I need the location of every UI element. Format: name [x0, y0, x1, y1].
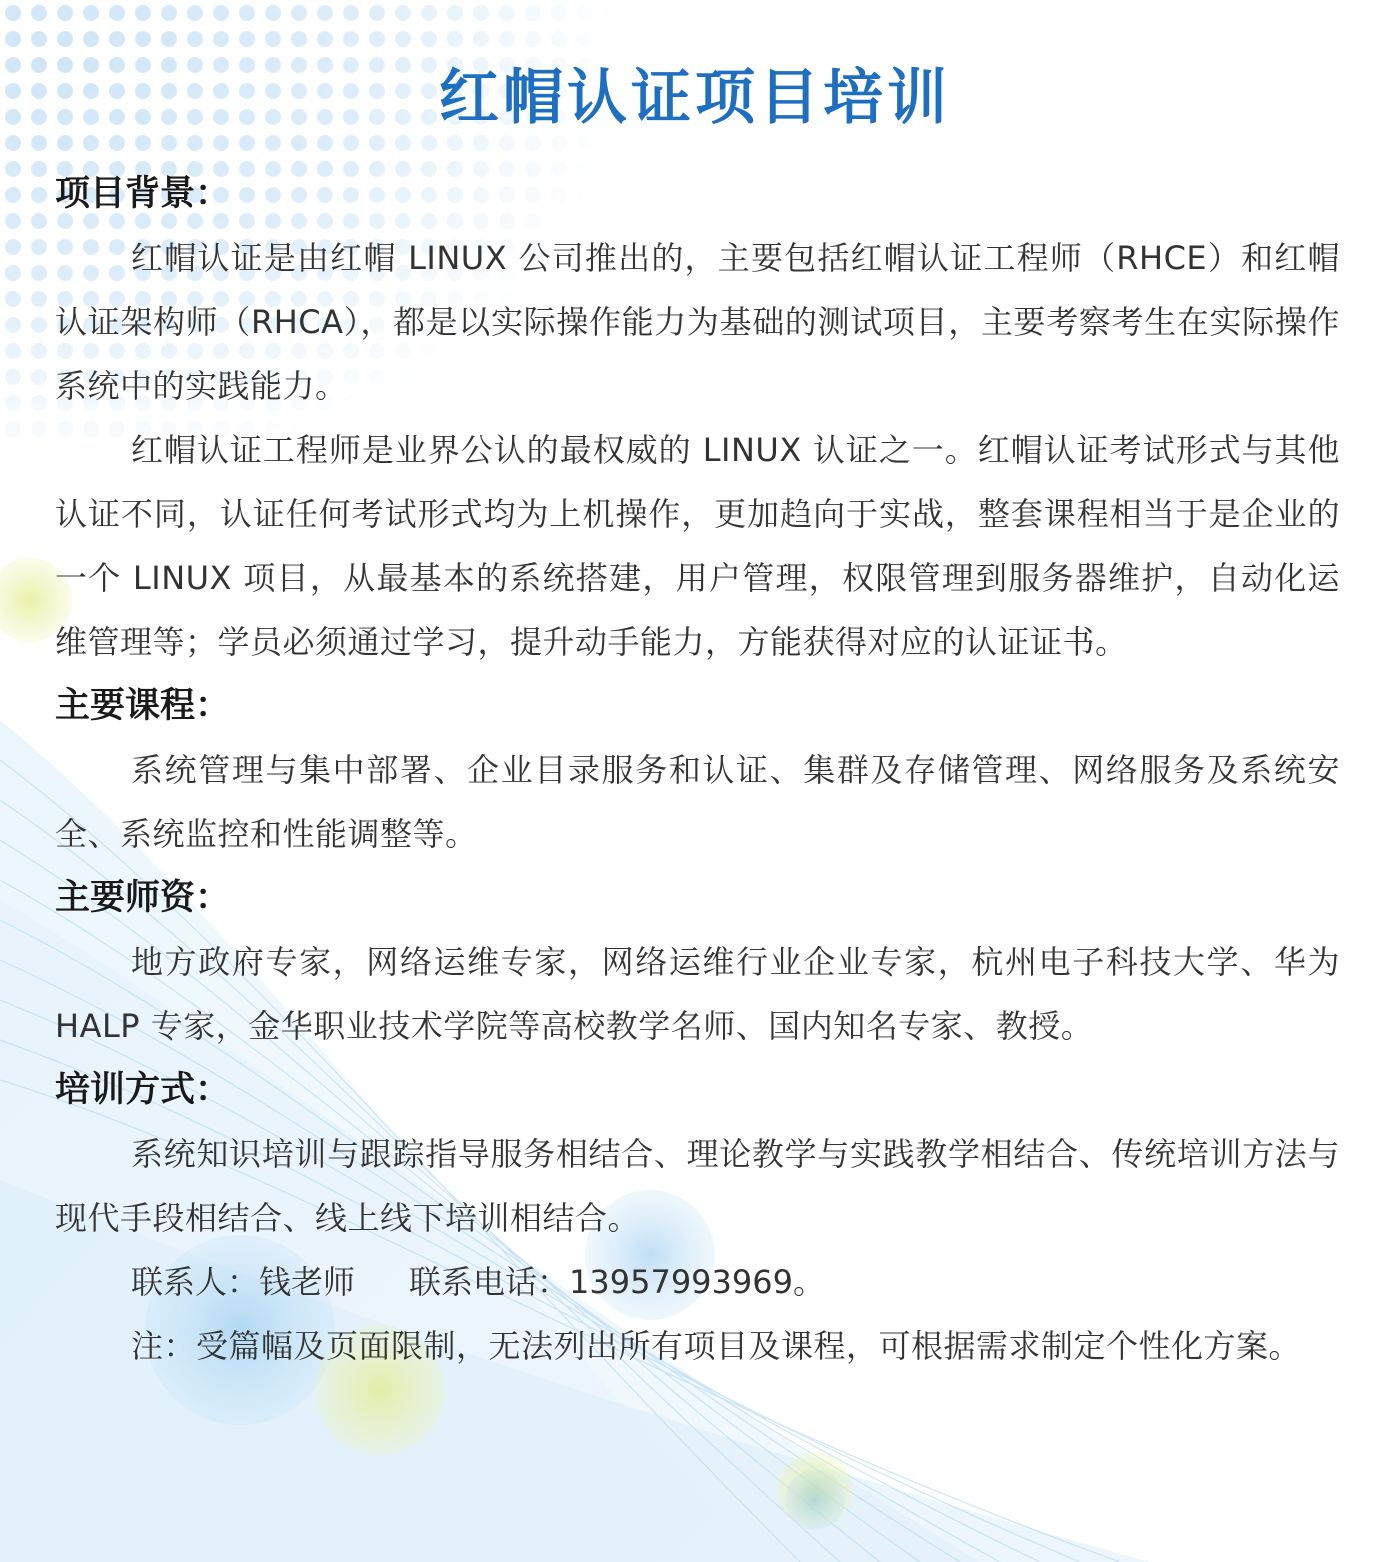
method-paragraph: 系统知识培训与跟踪指导服务相结合、理论教学与实践教学相结合、传统培训方法与现代手段相结合、线上线下培训相结合。 — [55, 1135, 1340, 1237]
section-heading-background: 项目背景： — [55, 174, 231, 214]
background-paragraph-1: 红帽认证是由红帽 LINUX 公司推出的，主要包括红帽认证工程师（RHCE）和红帽认证架构师（RHCA），都是以实际操作能力为基础的测试项目，主要考察考生在实际操作系统中的实践能力。 — [55, 239, 1340, 405]
section-teachers — [55, 866, 1340, 1058]
section-heading-teachers: 主要师资： — [55, 878, 231, 918]
section-method — [55, 1058, 1340, 1378]
teachers-paragraph: 地方政府专家，网络运维专家，网络运维行业企业专家，杭州电子科技大学、华为 HALP 专家，金华职业技术学院等高校教学名师、国内知名专家、教授。 — [55, 943, 1340, 1045]
note-paragraph: 注：受篇幅及页面限制，无法列出所有项目及课程，可根据需求制定个性化方案。 — [131, 1327, 1302, 1365]
section-courses — [55, 674, 1340, 866]
page-title: 红帽认证项目培训 — [439, 63, 951, 134]
contact-phone: 联系电话：13957993969。 — [409, 1263, 825, 1301]
section-heading-courses: 主要课程： — [55, 686, 231, 726]
background-paragraph-2: 红帽认证工程师是业界公认的最权威的 LINUX 认证之一。红帽认证考试形式与其他认证不同，认证任何考试形式均为上机操作，更加趋向于实战，整套课程相当于是企业的一个 LINUX 项目，从最基本的系统搭建，用户管理，权限管理到服务器维护，自动化运维管理等；学员必须通过学习，提升动手能力，方能获得对应的认证证书。 — [55, 431, 1340, 661]
document-body — [55, 162, 1340, 1378]
courses-paragraph: 系统管理与集中部署、企业目录服务和认证、集群及存储管理、网络服务及系统安全、系统监控和性能调整等。 — [55, 751, 1340, 853]
contact-line — [55, 1250, 1340, 1314]
section-heading-method: 培训方式： — [55, 1070, 231, 1110]
section-background — [55, 162, 1340, 674]
contact-person: 联系人：钱老师 — [131, 1263, 356, 1301]
